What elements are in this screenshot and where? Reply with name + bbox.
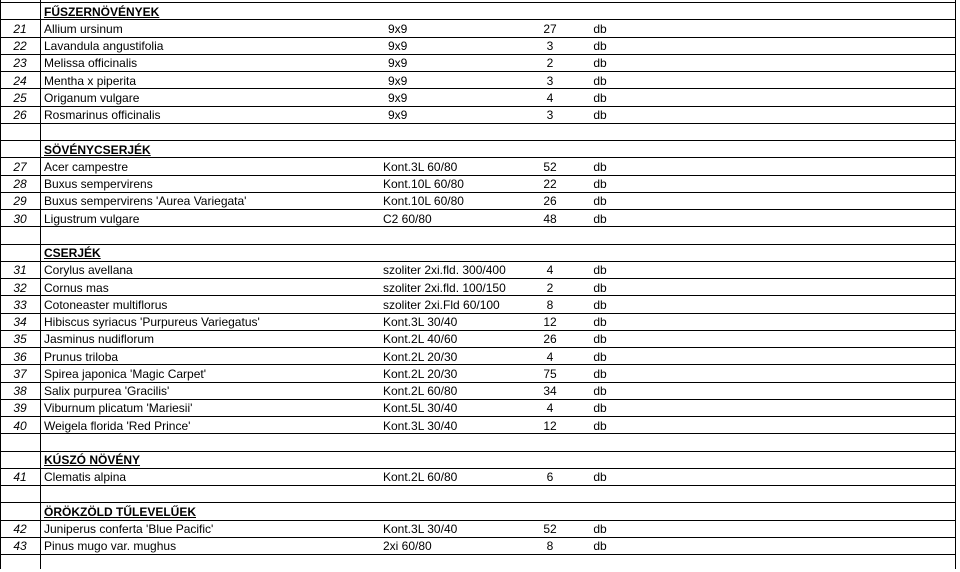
row-number: 27 (13, 159, 27, 174)
plant-name: Spirea japonica 'Magic Carpet' (44, 366, 206, 381)
unit: db (593, 349, 607, 364)
plant-row (0, 331, 960, 348)
unit (585, 434, 615, 451)
row-number: 43 (13, 539, 27, 554)
left-border (0, 0, 1, 569)
plant-row (0, 400, 960, 417)
unit (585, 227, 615, 244)
row-number: 30 (13, 211, 27, 226)
container-size: Kont.2L 20/30 (383, 349, 458, 364)
container-size: Kont.3L 30/40 (383, 522, 458, 537)
plant-name: Juniperus conferta 'Blue Pacific' (44, 522, 214, 537)
section-heading-row (0, 452, 960, 469)
row-number: 38 (13, 384, 27, 399)
container-size: Kont.2L 60/80 (383, 470, 458, 485)
quantity: 52 (543, 522, 557, 537)
unit (585, 503, 615, 520)
row-number (0, 434, 40, 451)
plant-row (0, 107, 960, 124)
plant-name: Melissa officinalis (44, 56, 138, 71)
plant-name: Buxus sempervirens (44, 177, 153, 192)
unit (585, 245, 615, 262)
section-title: CSERJÉK (44, 246, 101, 261)
section-heading-row (0, 3, 960, 20)
row-number (0, 141, 40, 158)
row-number: 22 (13, 39, 27, 54)
quantity: 12 (543, 315, 557, 330)
plant-name: Lavandula angustifolia (44, 39, 164, 54)
quantity (528, 452, 572, 469)
container-size: 2xi 60/80 (383, 539, 432, 554)
section-title: ÖRÖKZÖLD TŰLEVELŰEK (44, 504, 196, 519)
container-size: Kont.3L 30/40 (383, 418, 458, 433)
plant-row (0, 38, 960, 55)
plant-row (0, 89, 960, 106)
container-size: Kont.2L 20/30 (383, 366, 458, 381)
unit (585, 3, 615, 20)
row-number: 33 (13, 297, 27, 312)
quantity: 34 (543, 384, 557, 399)
quantity: 12 (543, 418, 557, 433)
unit: db (593, 280, 607, 295)
quantity: 4 (546, 90, 554, 105)
plant-row (0, 20, 960, 37)
quantity (528, 3, 572, 20)
plant-row (0, 193, 960, 210)
row-number: 25 (13, 90, 27, 105)
quantity: 52 (543, 159, 557, 174)
row-number: 32 (13, 280, 27, 295)
plant-row (0, 176, 960, 193)
unit: db (593, 418, 607, 433)
unit: db (593, 366, 607, 381)
container-size (383, 141, 523, 158)
container-size (383, 452, 523, 469)
container-size: szoliter 2xi.fld. 300/400 (383, 263, 506, 278)
container-size: 9x9 (388, 56, 408, 71)
plant-row (0, 262, 960, 279)
container-size: Kont.10L 60/80 (383, 194, 464, 209)
plant-row (0, 279, 960, 296)
plant-row (0, 538, 960, 555)
plant-name: Corylus avellana (44, 263, 133, 278)
plant-name: Viburnum plicatum 'Mariesii' (44, 401, 193, 416)
quantity: 22 (543, 177, 557, 192)
unit: db (593, 90, 607, 105)
quantity: 8 (546, 297, 554, 312)
row-number: 28 (13, 177, 27, 192)
quantity: 3 (546, 39, 554, 54)
plant-name: Clematis alpina (44, 470, 127, 485)
row-number (0, 503, 40, 520)
plant-row (0, 365, 960, 382)
top-border (0, 2, 955, 3)
section-title: SÖVÉNYCSERJÉK (44, 142, 151, 157)
row-number (0, 452, 40, 469)
row-number (0, 245, 40, 262)
section-title: FŰSZERNÖVÉNYEK (44, 4, 160, 19)
row-number: 26 (13, 108, 27, 123)
plant-row (0, 348, 960, 365)
plant-name (42, 486, 372, 503)
row-number: 37 (13, 366, 27, 381)
plant-name: Cotoneaster multiflorus (44, 297, 168, 312)
container-size: Kont.3L 30/40 (383, 315, 458, 330)
container-size: Kont.2L 40/60 (383, 332, 458, 347)
plant-name: Ligustrum vulgare (44, 211, 140, 226)
unit: db (593, 384, 607, 399)
unit: db (593, 159, 607, 174)
unit: db (593, 194, 607, 209)
plant-row (0, 521, 960, 538)
plant-name: Hibiscus syriacus 'Purpureus Variegatus' (44, 315, 260, 330)
plant-name: Mentha x piperita (44, 73, 137, 88)
row-number: 40 (13, 418, 27, 433)
container-size: szoliter 2xi.Fld 60/100 (383, 297, 500, 312)
plant-name (42, 124, 372, 141)
section-heading-row (0, 245, 960, 262)
quantity: 8 (546, 539, 554, 554)
section-heading-row (0, 503, 960, 520)
section-title: KÚSZÓ NÖVÉNY (44, 453, 141, 468)
number-column-divider (40, 0, 41, 569)
unit (585, 452, 615, 469)
row-number: 35 (13, 332, 27, 347)
quantity: 3 (546, 108, 554, 123)
quantity: 26 (543, 194, 557, 209)
quantity: 4 (546, 349, 554, 364)
plant-row (0, 417, 960, 434)
quantity: 26 (543, 332, 557, 347)
unit: db (593, 39, 607, 54)
unit (585, 486, 615, 503)
quantity: 75 (543, 366, 557, 381)
quantity: 6 (546, 470, 554, 485)
unit: db (593, 108, 607, 123)
plant-name: Origanum vulgare (44, 90, 140, 105)
spacer-row (0, 486, 960, 503)
unit: db (593, 401, 607, 416)
row-border (0, 554, 955, 555)
quantity: 3 (546, 73, 554, 88)
row-number: 36 (13, 349, 27, 364)
unit: db (593, 539, 607, 554)
unit: db (593, 315, 607, 330)
plant-name: Jasminus nudiflorum (44, 332, 155, 347)
plant-name: Acer campestre (44, 159, 129, 174)
plant-name (42, 434, 372, 451)
unit: db (593, 470, 607, 485)
container-size (383, 434, 523, 451)
quantity (528, 434, 572, 451)
plant-row (0, 72, 960, 89)
container-size (383, 486, 523, 503)
quantity (528, 227, 572, 244)
unit: db (593, 332, 607, 347)
row-number: 21 (13, 21, 27, 36)
spacer-row (0, 434, 960, 451)
row-number: 39 (13, 401, 27, 416)
container-size: 9x9 (388, 90, 408, 105)
quantity (528, 141, 572, 158)
plant-row (0, 314, 960, 331)
plant-name: Allium ursinum (44, 21, 123, 36)
unit (585, 124, 615, 141)
quantity: 48 (543, 211, 557, 226)
row-number: 23 (13, 56, 27, 71)
container-size: Kont.2L 60/80 (383, 384, 458, 399)
quantity (528, 486, 572, 503)
container-size (383, 227, 523, 244)
quantity: 4 (546, 401, 554, 416)
row-number: 41 (13, 470, 27, 485)
row-number: 24 (13, 73, 27, 88)
section-heading-row (0, 141, 960, 158)
row-number: 42 (13, 522, 27, 537)
plant-row (0, 469, 960, 486)
unit: db (593, 522, 607, 537)
unit: db (593, 73, 607, 88)
container-size: 9x9 (388, 73, 408, 88)
unit: db (593, 211, 607, 226)
unit: db (593, 297, 607, 312)
quantity: 27 (543, 21, 557, 36)
container-size (383, 3, 523, 20)
unit: db (593, 177, 607, 192)
plant-row (0, 158, 960, 175)
row-number (0, 486, 40, 503)
row-number (0, 124, 40, 141)
container-size: 9x9 (388, 108, 408, 123)
unit: db (593, 21, 607, 36)
row-number: 31 (13, 263, 27, 278)
unit: db (593, 263, 607, 278)
container-size (383, 503, 523, 520)
row-number: 34 (13, 315, 27, 330)
container-size: Kont.5L 30/40 (383, 401, 458, 416)
container-size: 9x9 (388, 21, 408, 36)
container-size: Kont.3L 60/80 (383, 159, 458, 174)
plant-name: Prunus triloba (44, 349, 119, 364)
quantity (528, 503, 572, 520)
plant-name: Pinus mugo var. mughus (44, 539, 177, 554)
spacer-row (0, 124, 960, 141)
quantity: 2 (546, 56, 554, 71)
container-size: szoliter 2xi.fld. 100/150 (383, 280, 506, 295)
plant-row (0, 210, 960, 227)
plant-name: Rosmarinus officinalis (44, 108, 161, 123)
unit (585, 141, 615, 158)
unit: db (593, 56, 607, 71)
plant-name: Cornus mas (44, 280, 109, 295)
quantity: 2 (546, 280, 554, 295)
row-number: 29 (13, 194, 27, 209)
quantity (528, 245, 572, 262)
quantity (528, 124, 572, 141)
spacer-row (0, 227, 960, 244)
quantity: 4 (546, 263, 554, 278)
plant-name: Buxus sempervirens 'Aurea Variegata' (44, 194, 247, 209)
container-size: Kont.10L 60/80 (383, 177, 464, 192)
plant-row (0, 55, 960, 72)
plant-row (0, 296, 960, 313)
row-number (0, 227, 40, 244)
container-size (383, 245, 523, 262)
plant-name: Salix purpurea 'Gracilis' (44, 384, 170, 399)
row-number (0, 3, 40, 20)
plant-row (0, 383, 960, 400)
container-size: C2 60/80 (383, 211, 432, 226)
plant-name: Weigela florida 'Red Prince' (44, 418, 191, 433)
container-size (383, 124, 523, 141)
container-size: 9x9 (388, 39, 408, 54)
right-border (955, 0, 956, 569)
plant-name (42, 227, 372, 244)
